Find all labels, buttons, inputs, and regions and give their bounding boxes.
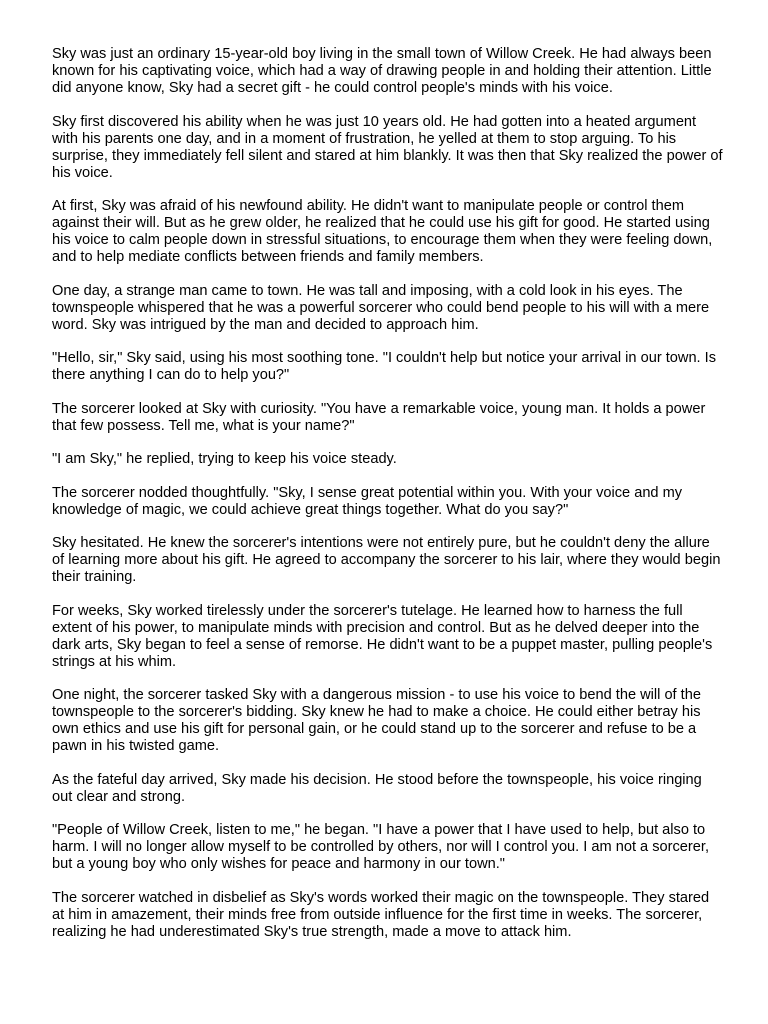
paragraph-8: The sorcerer nodded thoughtfully. "Sky, I sense great potential within you. With your voice and my knowledge of magic, we could achieve great things together. What do you say?" xyxy=(52,484,683,518)
paragraph-9: Sky hesitated. He knew the sorcerer's intentions were not entirely pure, but he couldn't deny the allure of learning more about his gift. He agreed to accompany the sorcerer to his lair, where they would begin their training. xyxy=(52,535,721,585)
paragraph-12: As the fateful day arrived, Sky made his decision. He stood before the townspeople, his voice ringing out clear and strong. xyxy=(52,771,702,805)
paragraph-14: The sorcerer watched in disbelief as Sky's words worked their magic on the townspeople. They stared at him in amazement, their minds free from outside influence for the first time in weeks. The sorcerer, realizing he had underestimated Sky's true strength, made a move to attack him. xyxy=(52,889,710,940)
paragraph-13: "People of Willow Creek, listen to me," he began. "I have a power that I have used to help, but also to harm. I will no longer allow myself to be controlled by others, nor will I control you. I am not a sorcerer, but a young boy who only wishes for peace and harmony in our town." xyxy=(52,822,710,872)
paragraph-10: For weeks, Sky worked tirelessly under the sorcerer's tutelage. He learned how to harness the full extent of his power, to manipulate minds with precision and control. But as he delved deeper into the dark arts, Sky began to feel a sense of remorse. He didn't want to be a puppet master, pulling people's strings at his whim. xyxy=(52,602,713,670)
paragraph-1: Sky was just an ordinary 15-year-old boy living in the small town of Willow Creek. He had always been known for his captivating voice, which had a way of drawing people in and holding their attention. Little did anyone know, Sky had a secret gift - he could control people's minds with his voice. xyxy=(52,46,712,96)
paragraph-6: The sorcerer looked at Sky with curiosity. "You have a remarkable voice, young man. It holds a power that few possess. Tell me, what is your name?" xyxy=(52,400,706,434)
document-page xyxy=(52,46,724,957)
paragraph-11: One night, the sorcerer tasked Sky with a dangerous mission - to use his voice to bend the will of the townspeople to the sorcerer's bidding. Sky knew he had to make a choice. He could either betray his own ethics and use his gift for personal gain, or he could stand up to the sorcerer and refuse to be a pawn in his twisted game. xyxy=(52,687,701,754)
paragraph-5: "Hello, sir," Sky said, using his most soothing tone. "I couldn't help but notice your arrival in our town. Is there anything I can do to help you?" xyxy=(52,350,717,383)
paragraph-2: Sky first discovered his ability when he was just 10 years old. He had gotten into a heated argument with his parents one day, and in a moment of frustration, he yelled at them to stop arguing. To his surprise, they immediately fell silent and stared at him blankly. It was then that Sky realized the power of his voice. xyxy=(52,113,723,181)
paragraph-3: At first, Sky was afraid of his newfound ability. He didn't want to manipulate people or control them against their will. But as he grew older, he realized that he could use his gift for good. He started using his voice to calm people down in stressful situations, to encourage them when they were feeling down, and to help mediate conflicts between friends and family members. xyxy=(52,198,713,265)
paragraph-4: One day, a strange man came to town. He was tall and imposing, with a cold look in his eyes. The townspeople whispered that he was a powerful sorcerer who could bend people to his will with a mere word. Sky was intrigued by the man and decided to approach him. xyxy=(52,282,710,333)
paragraph-7: "I am Sky," he replied, trying to keep his voice steady. xyxy=(52,451,397,467)
